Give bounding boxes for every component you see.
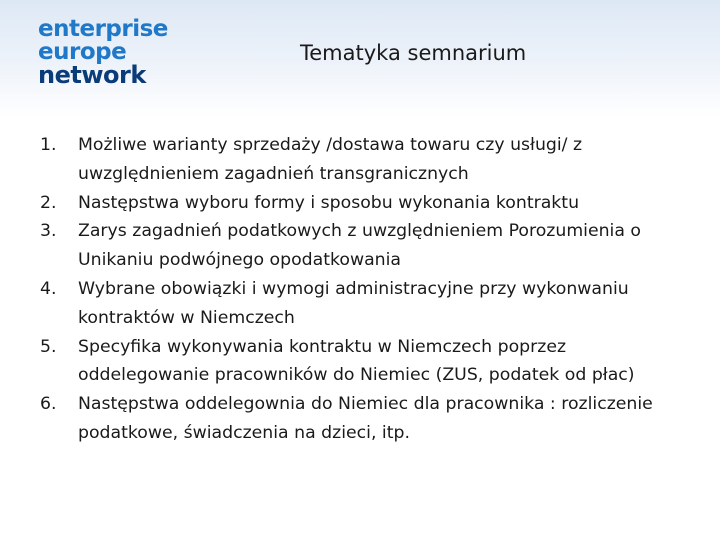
- list-item-number: 4.: [40, 278, 57, 299]
- logo-line-1: enterprise: [38, 16, 168, 42]
- list-item: [40, 333, 680, 391]
- list-item-number: 5.: [40, 336, 57, 357]
- list-item-text: Następstwa wyboru formy i sposobu wykonania kontraktu: [78, 192, 580, 213]
- list-item-number: 1.: [40, 135, 57, 155]
- list-item: [40, 217, 680, 275]
- enterprise-europe-network-logo: [38, 18, 168, 87]
- list-item-text: Możliwe warianty sprzedaży /dostawa towaru czy usługi/ z uwzględnieniem zagadnień transgranicznych: [78, 135, 583, 184]
- list-item: [40, 189, 680, 218]
- list-item: [40, 131, 680, 189]
- list-item-text: Specyfika wykonywania kontraktu w Niemczech poprzez oddelegowanie pracowników do Niemiec (ZUS, podatek od płac): [78, 336, 635, 386]
- list-item-number: 3.: [40, 221, 57, 242]
- header-band: [0, 0, 720, 118]
- list-item-number: 6.: [40, 394, 57, 415]
- list-item-text: Zarys zagadnień podatkowych z uwzględnieniem Porozumienia o Unikaniu podwójnego opodatkowania: [78, 221, 641, 271]
- list-item-text: Następstwa oddelegownia do Niemiec dla pracownika : rozliczenie podatkowe, świadczenia na dzieci, itp.: [78, 394, 653, 443]
- list-item: [40, 275, 680, 333]
- list-item: [40, 390, 680, 448]
- list-item-number: 2.: [40, 192, 57, 213]
- topic-list: [40, 131, 680, 448]
- list-item-text: Wybrane obowiązki i wymogi administracyjne przy wykonwaniu kontraktów w Niemczech: [78, 278, 629, 328]
- logo-line-2: europe: [38, 39, 127, 65]
- slide-title: Tematyka semnarium: [300, 41, 527, 65]
- logo-line-3: network: [38, 61, 146, 89]
